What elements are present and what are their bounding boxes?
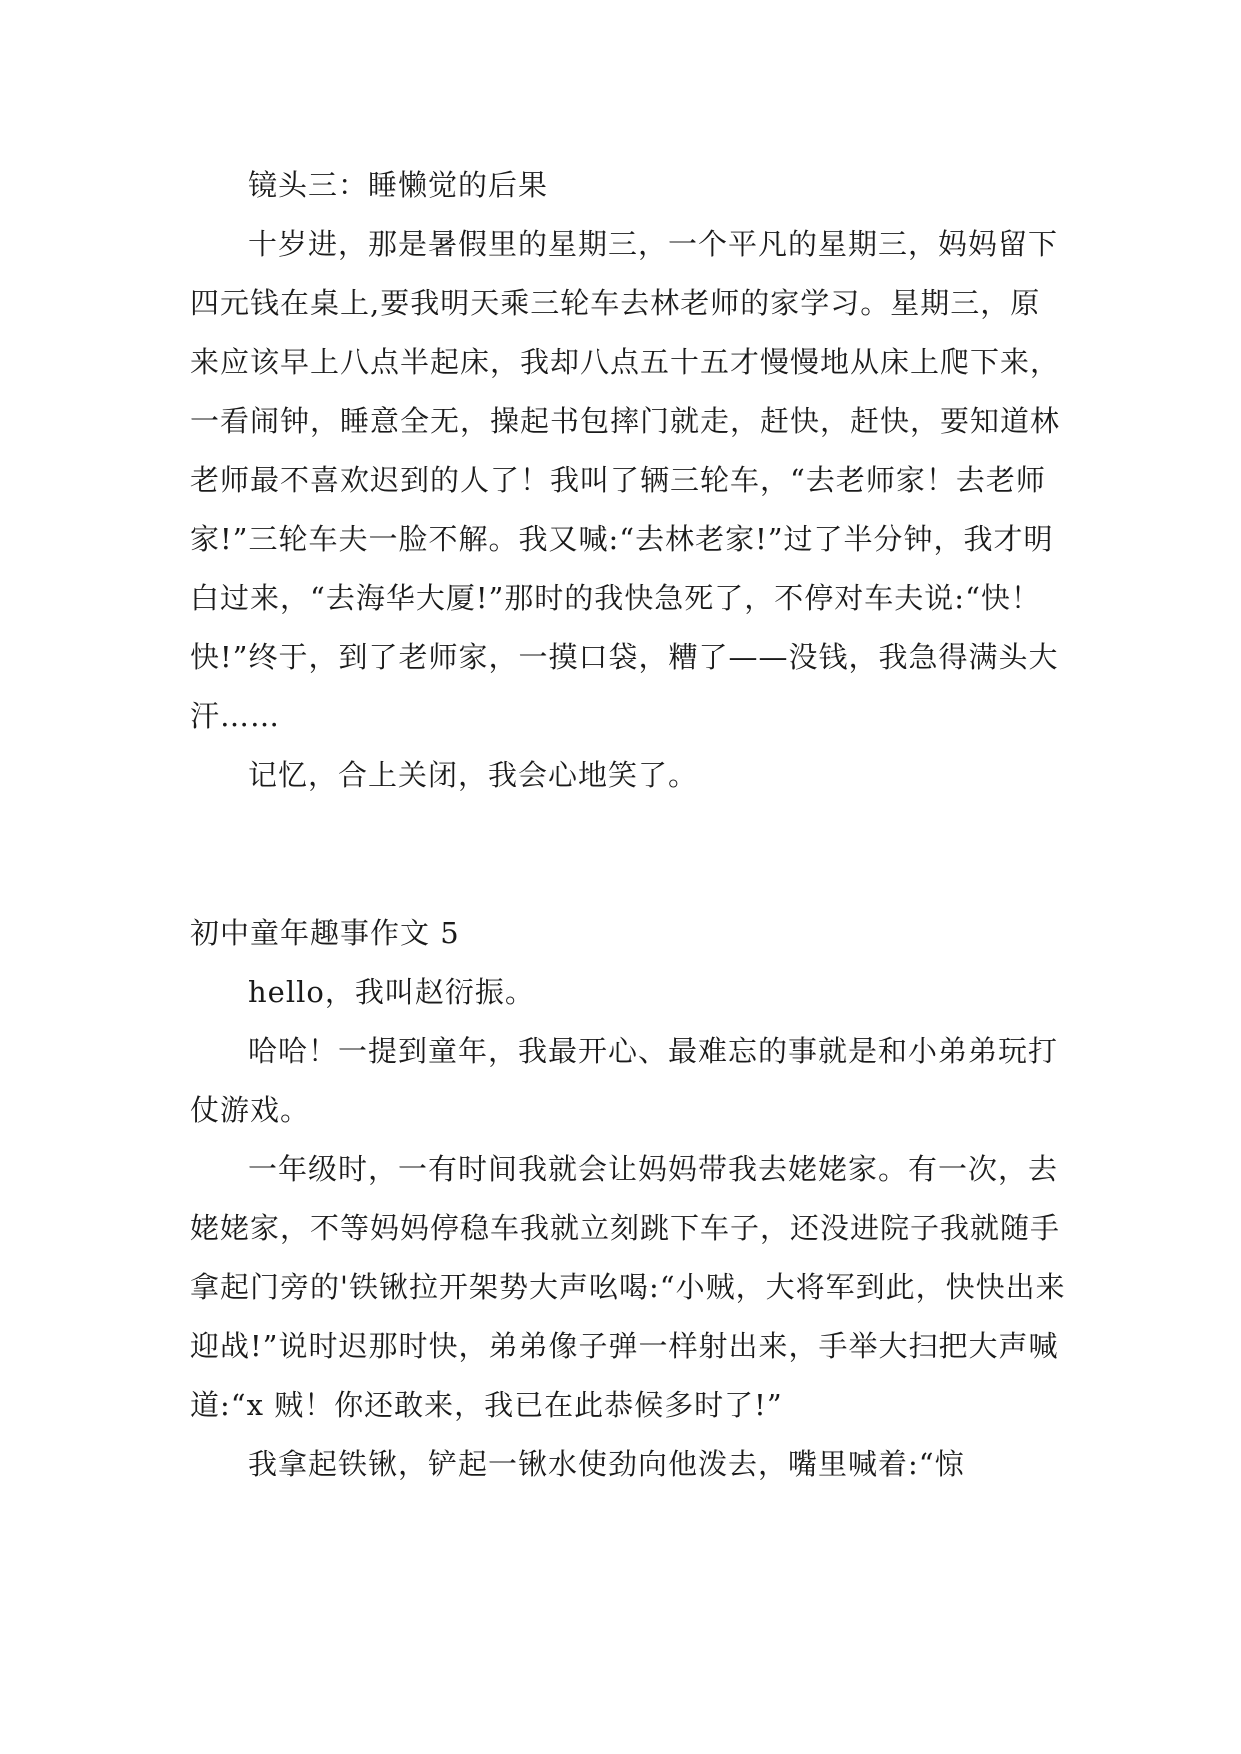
essay-title: 初中童年趣事作文 5 xyxy=(190,916,460,950)
body-paragraph: 我拿起铁锹，铲起一锹水使劲向他泼去，嘴里喊着:“惊 xyxy=(248,1447,965,1481)
essay-section-five xyxy=(190,904,1070,1494)
body-paragraph: hello，我叫赵衍振。 xyxy=(248,975,535,1009)
section-heading: 镜头三：睡懒觉的后果 xyxy=(248,168,549,202)
body-paragraph: 记忆，合上关闭，我会心地笑了。 xyxy=(248,758,699,792)
essay-section-shot-three xyxy=(190,156,1070,805)
body-paragraph: 哈哈！一提到童年，我最开心、最难忘的事就是和小弟弟玩打仗游戏。 xyxy=(190,1034,1059,1127)
body-paragraph: 十岁进，那是暑假里的星期三，一个平凡的星期三，妈妈留下四元钱在桌上,要我明天乘三轮车去林老师的家学习。星期三，原来应该早上八点半起床，我却八点五十五才慢慢地从床上爬下来，一看闹钟，睡意全无，操起书包摔门就走，赶快，赶快，要知道林老师最不喜欢迟到的人了！我叫了辆三轮车，“去老师家！去老师家!”三轮车夫一脸不解。我又喊:“去林老家!”过了半分钟，我才明白过来，“去海华大厦!”那时的我快急死了，不停对车夫说:“快！快!”终于，到了老师家，一摸口袋，糟了——没钱，我急得满头大汗…… xyxy=(190,227,1061,733)
body-paragraph: 一年级时，一有时间我就会让妈妈带我去姥姥家。有一次，去姥姥家，不等妈妈停稳车我就立刻跳下车子，还没进院子我就随手拿起门旁的'铁锹拉开架势大声吆喝:“小贼，大将军到此，快快出来迎战!”说时迟那时快，弟弟像子弹一样射出来，手举大扫把大声喊道:“x 贼！你还敢来，我已在此恭候多时了!” xyxy=(190,1152,1066,1422)
